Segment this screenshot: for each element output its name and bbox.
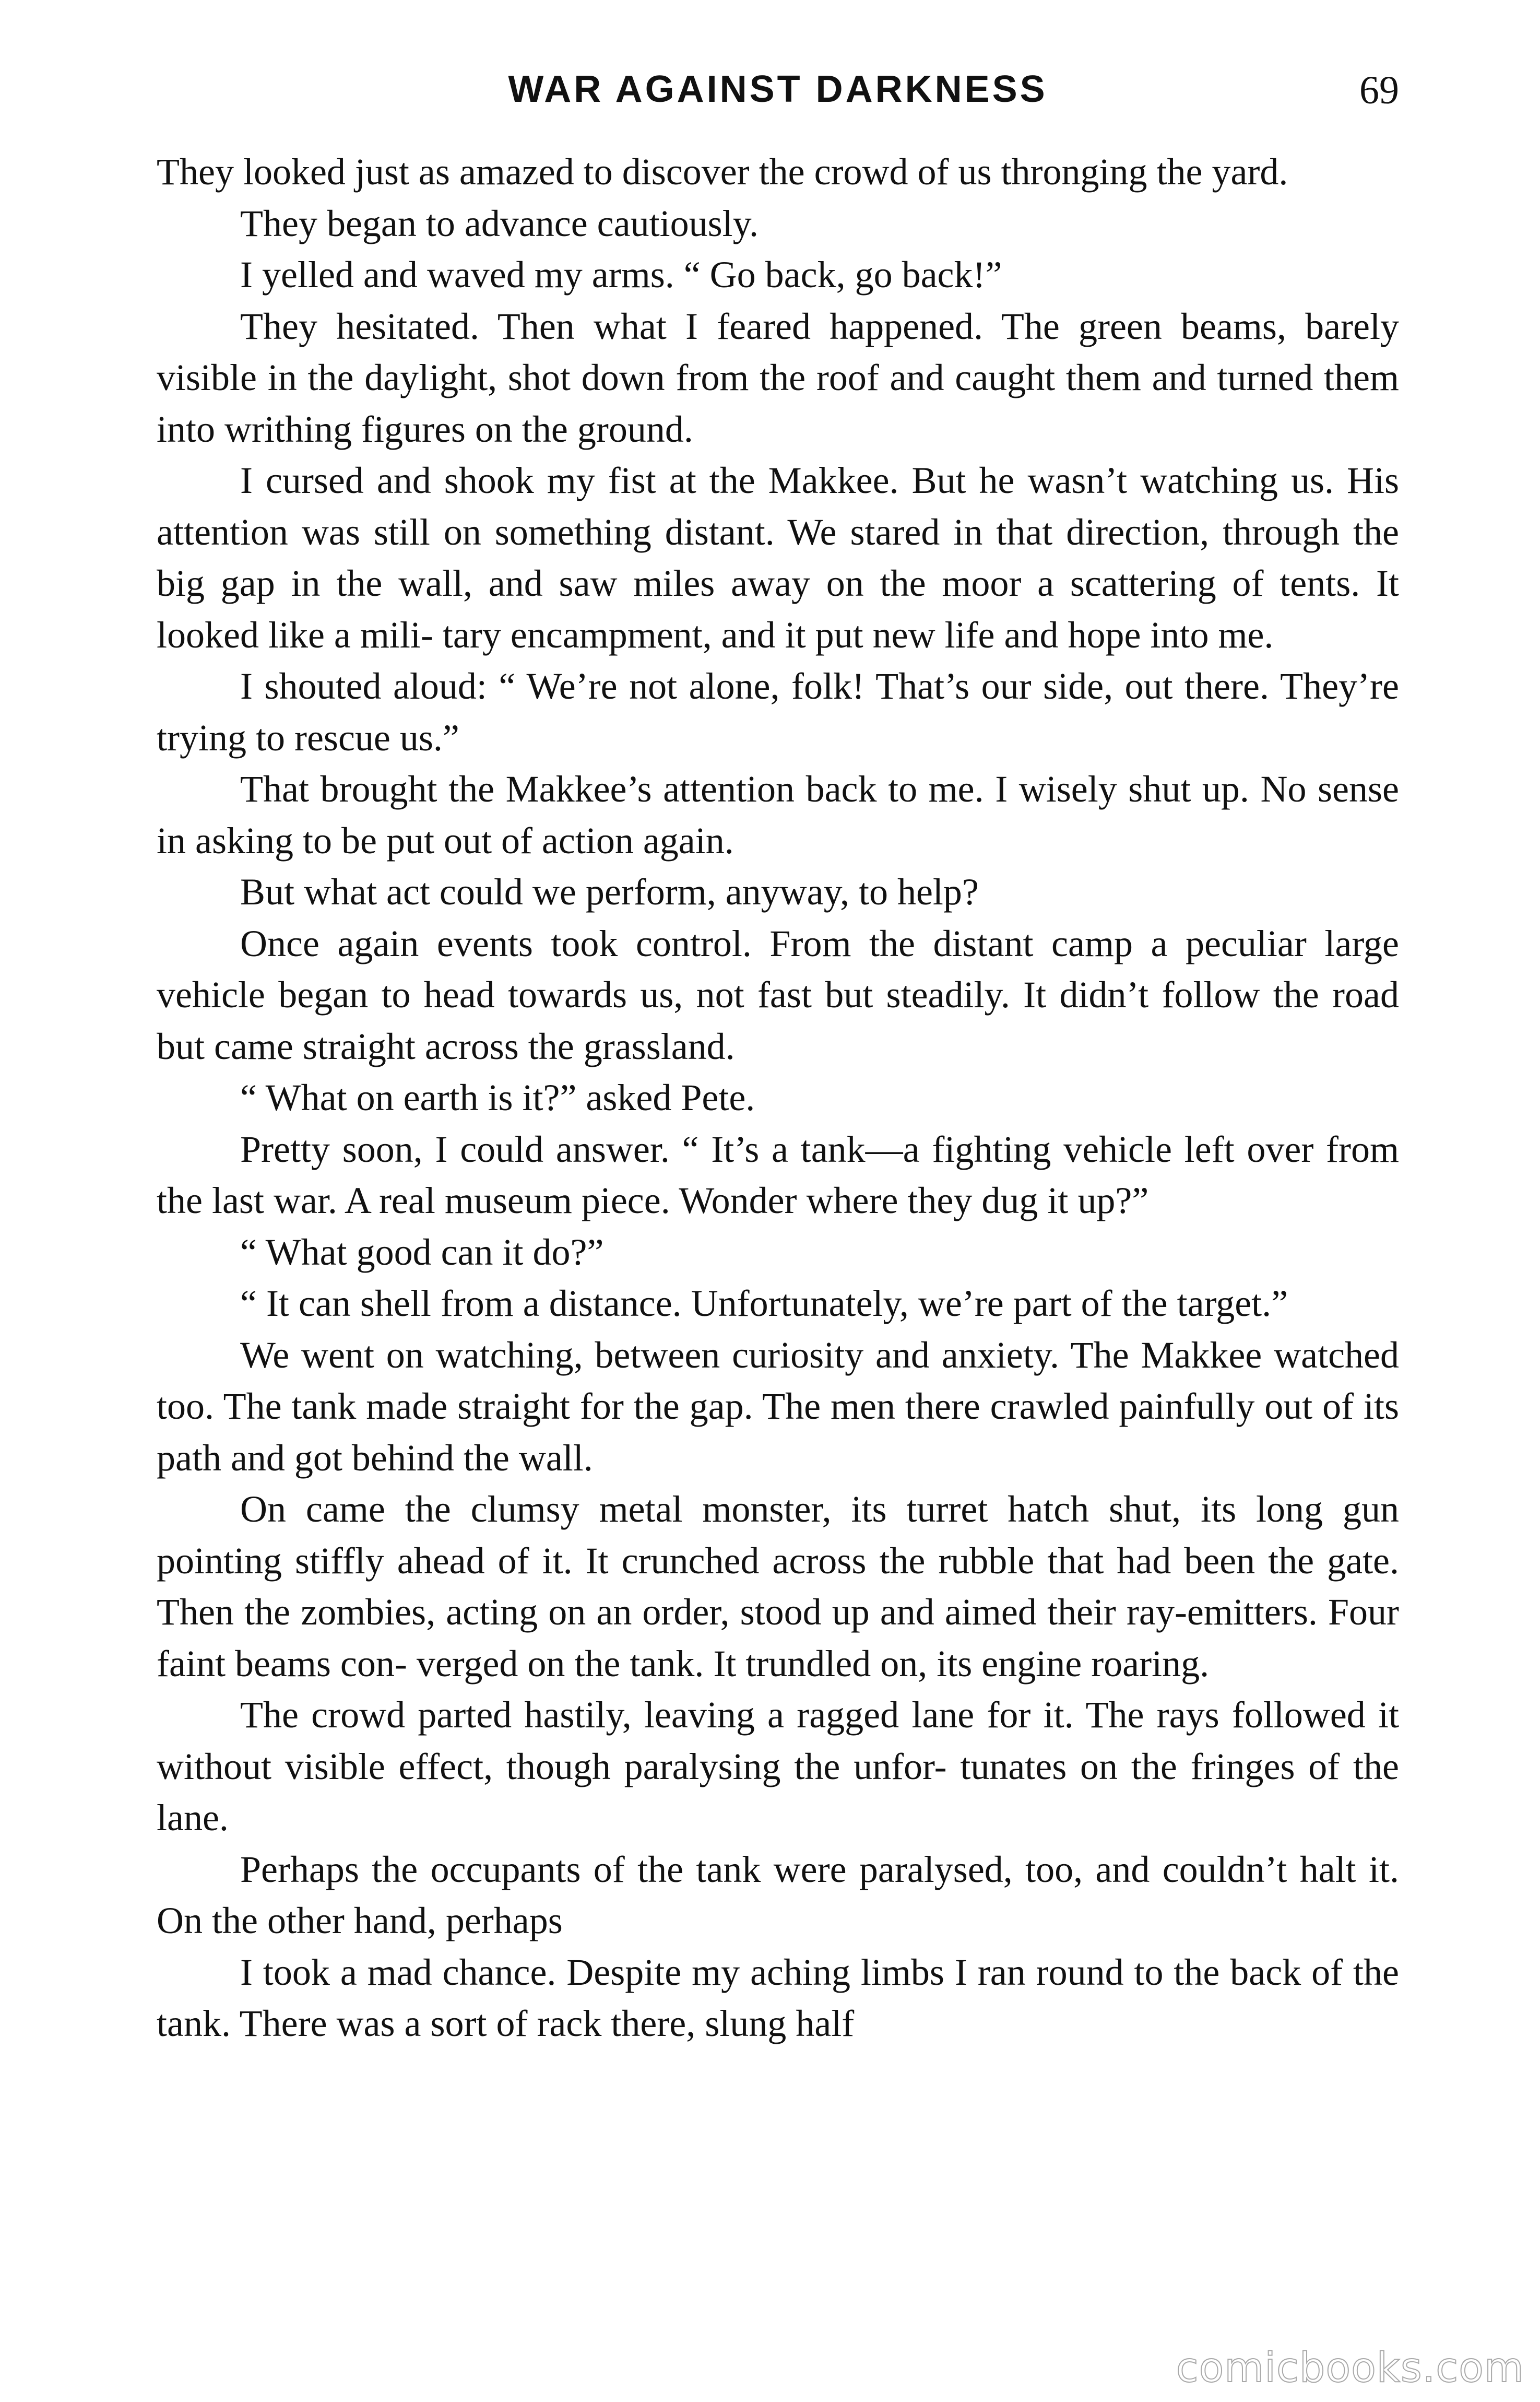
paragraph: I cursed and shook my fist at the Makkee. But he wasn’t watching us. His attention was still on something distant. We stared in that direction, through the big gap in the wall, and saw miles away on the moor a scattering of tents. It looked like a mili- tary encampment, and it put new life and hope into me. xyxy=(157,460,1399,656)
watermark: comicbooks.com xyxy=(1176,2345,1524,2392)
paragraph: They looked just as amazed to discover the crowd of us thronging the yard. xyxy=(157,151,1288,193)
paragraph: I shouted aloud: “ We’re not alone, folk! That’s our side, out there. They’re trying to rescue us.” xyxy=(157,665,1399,759)
paragraph: On came the clumsy metal monster, its turret hatch shut, its long gun pointing stiffly ahead of it. It crunched across the rubble that had been the gate. Then the zombies, acting on an order, stood up and aimed their ray-emitters. Four faint beams con- verged on the tank. It trundled on, its engine roaring. xyxy=(157,1488,1399,1685)
paragraph: Perhaps the occupants of the tank were paralysed, too, and couldn’t halt it. On the other hand, perhaps xyxy=(157,1848,1399,1941)
paragraph: That brought the Makkee’s attention back to me. I wisely shut up. No sense in asking to be put out of action again. xyxy=(157,768,1399,862)
paragraph: “ It can shell from a distance. Unfortunately, we’re part of the target.” xyxy=(240,1282,1288,1324)
running-head xyxy=(157,68,1399,125)
body-text xyxy=(157,146,1399,2050)
paragraph: “ What on earth is it?” asked Pete. xyxy=(240,1077,755,1118)
paragraph: They hesitated. Then what I feared happened. The green beams, barely visible in the daylight, shot down from the roof and caught them and turned them into writhing figures on the ground. xyxy=(157,305,1399,450)
paragraph: Pretty soon, I could answer. “ It’s a tank—a fighting vehicle left over from the last war. A real museum piece. Wonder where they dug it up?” xyxy=(157,1128,1399,1221)
paragraph: But what act could we perform, anyway, to help? xyxy=(240,871,979,913)
paragraph: I took a mad chance. Despite my aching limbs I ran round to the back of the tank. There was a sort of rack there, slung half xyxy=(157,1951,1399,2044)
paragraph: We went on watching, between curiosity and anxiety. The Makkee watched too. The tank made straight for the gap. The men there crawled painfully out of its path and got behind the wall. xyxy=(157,1334,1399,1479)
paragraph: The crowd parted hastily, leaving a ragged lane for it. The rays followed it without visible effect, though paralysing the unfor- tunates on the fringes of the lane. xyxy=(157,1694,1399,1839)
paragraph: I yelled and waved my arms. “ Go back, go back!” xyxy=(240,254,1002,296)
paragraph: Once again events took control. From the distant camp a peculiar large vehicle began to head towards us, not fast but steadily. It didn’t follow the road but came straight across the grassland. xyxy=(157,922,1399,1067)
book-page xyxy=(157,68,1399,2355)
chapter-title: WAR AGAINST DARKNESS xyxy=(508,68,1048,110)
page-number: 69 xyxy=(1359,68,1399,112)
paragraph: “ What good can it do?” xyxy=(240,1231,604,1273)
paragraph: They began to advance cautiously. xyxy=(240,202,759,244)
